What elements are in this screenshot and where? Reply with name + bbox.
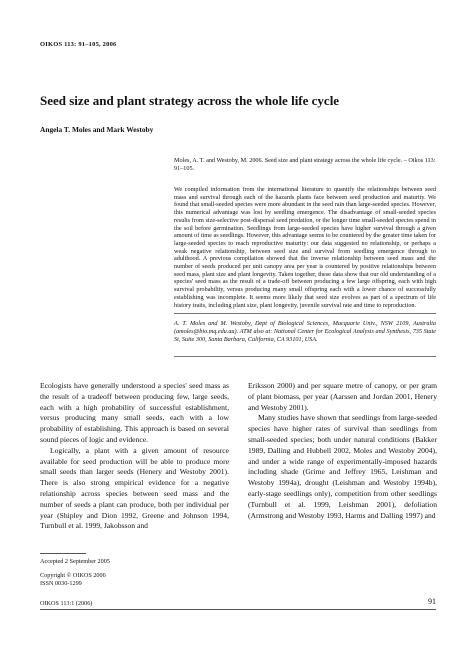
- body-paragraph: Eriksson 2000) and per square metre of canopy, or per gram of plant biomass, per year (Aarssen and Jordan 2001, Henery and Westoby 2001).: [248, 381, 437, 412]
- footnote: [40, 558, 240, 589]
- page-number: 91: [428, 597, 436, 606]
- abstract-divider: [174, 313, 436, 314]
- article-title: Seed size and plant strategy across the whole life cycle: [40, 93, 340, 108]
- accepted-date: Accepted 2 September 2005: [40, 558, 110, 565]
- copyright-notice: Copyright © OIKOS 2006: [40, 572, 106, 580]
- body-left-column: [40, 381, 229, 532]
- issn: ISSN 0030-1299: [40, 580, 82, 588]
- footnote-divider: [40, 553, 86, 554]
- body-right-column: [248, 381, 437, 521]
- journal-footer: OIKOS 113:1 (2006): [40, 600, 93, 607]
- body-paragraph: Many studies have shown that seedlings from large-seeded species have higher rates of survival than seedlings from small-seeded species; both under natural conditions (Bakker 1989, Dalling and Hubbell 2002, Moles and Westoby 2004), and under a wide range of experimentally-imposed hazards including shade (Grime and Jeffrey 1965, Leishman and Westoby 1994a), drought (Leishman and Westoby 1994b), early-stage seedlings only), competition from other seedlings (Turnbull et al. 1999, Leishman 2001), defoliation (Armstrong and Westoby 1993, Harms and Dalling 1997) and: [248, 413, 437, 520]
- abstract: We compiled information from the international literature to quantify the relationships between seed mass and survival through each of the hazards plants face between seed production and maturity. We found that small-seeded species were more abundant in the seed rain than large-seeded species. However, this numerical advantage was lost by seedling emergence. The disadvantage of small-seeded species results from size-selective post-dispersal seed predation, or the longer time small-seeded species spend in the soil before germination. Seedlings from large-seeded species have higher survival through a given amount of time as seedlings. However, this advantage seems to be countered by the greater time taken for large-seeded species to reach reproductive maturity: our data suggested no relationship, or perhaps a weak negative relationship, between seed size and survival from seedling emergence through to adulthood. A previous compilation showed that the inverse relationship between seed mass and the number of seeds produced per unit canopy area per year is countered by positive relationships between seed mass, plant size and plant longevity. Taken together, these data show that our old understanding of a species' seed mass as the result of a trade-off between producing a few large offspring, each with high survival probability, versus producing many small offspring each with a lower chance of successfully establishing was incomplete. It seems more likely that seed size evolves as part of a spectrum of life history traits, including plant size, plant longevity, juvenile survival rate and time to reproduction.: [174, 186, 436, 309]
- footer-divider: [40, 609, 436, 610]
- body-paragraph: Ecologists have generally understood a species' seed mass as the result of a tradeoff between producing few, large seeds, each with a high probability of successful establishment, versus producing many small seeds, each with a low probability of establishing. This approach is based on several sound pieces of logic and evidence.: [40, 381, 229, 444]
- author-affiliation: A. T. Moles and M. Westoby, Dept of Biological Sciences, Macquarie Univ., NSW 2109, Australia (amoles@bio.mq.edu.au). ATM also at: National Center for Ecological Analysis and Synthesis, 735 State St, Suite 300, Santa Barbara, California, CA 93101, USA.: [174, 320, 436, 344]
- running-head: OIKOS 113: 91–105, 2006: [40, 41, 117, 48]
- body-paragraph: Logically, a plant with a given amount of resource available for seed production will be able to produce more small seeds than larger seeds (Henery and Westoby 2001). There is also strong empirical evidence for a negative relationship across species between seed mass and the number of seeds a plant can produce, both per individual per year (Shipley and Dion 1992, Greene and Johnson 1994, Turnbull et al. 1999, Jakobsson and: [40, 445, 229, 531]
- author-line: Angela T. Moles and Mark Westoby: [40, 125, 154, 134]
- affiliation-divider: [174, 356, 436, 357]
- citation: Moles, A. T. and Westoby, M. 2006. Seed size and plant strategy across the whole life cycle. – Oikos 113: 91–105.: [174, 157, 436, 173]
